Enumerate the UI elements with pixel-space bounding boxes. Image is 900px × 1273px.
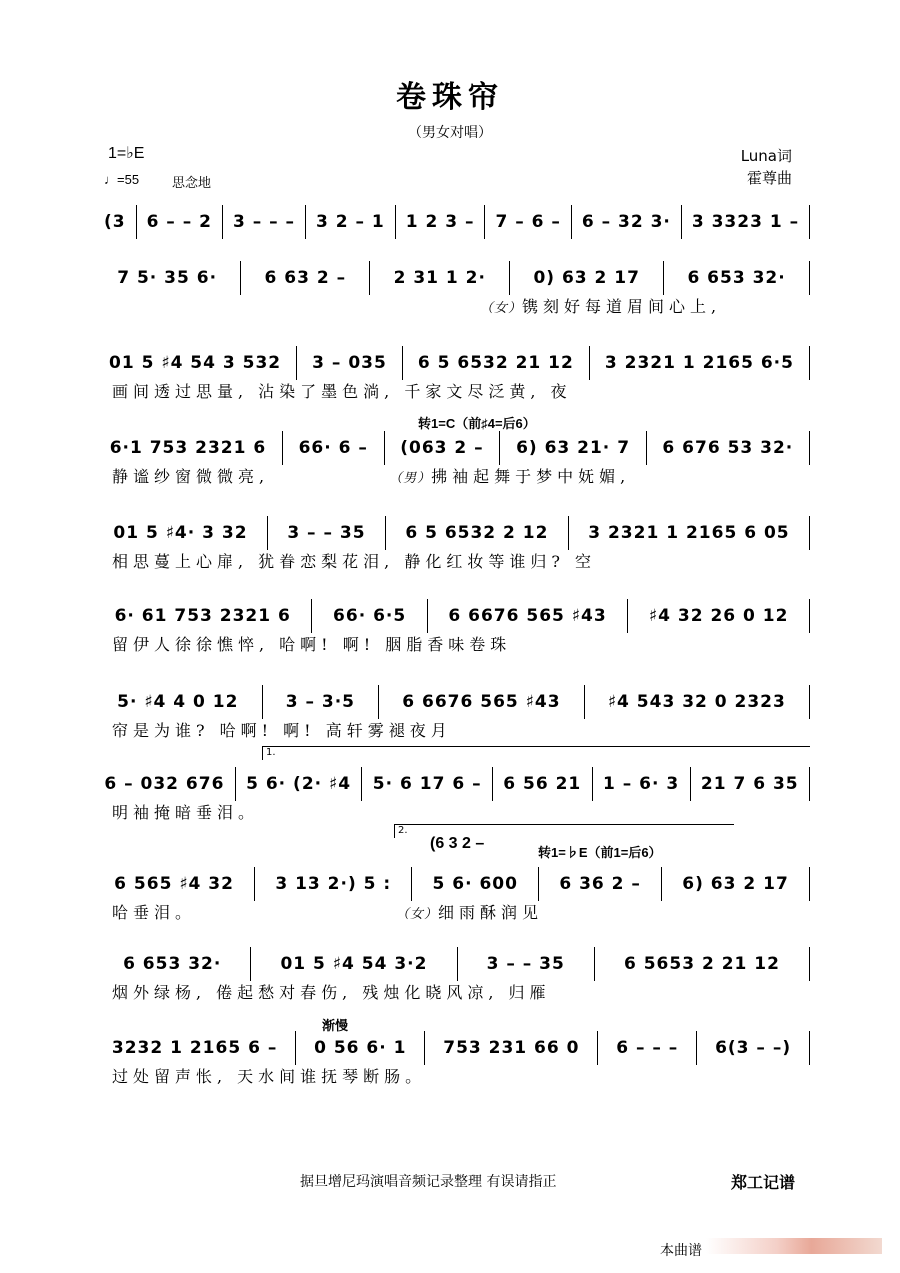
lyric-text: 哈垂泪。 [112, 903, 197, 922]
measure: 1 – 6· 3 [593, 767, 691, 801]
measure: 21 7 6 35 [691, 767, 810, 801]
composer: 霍尊曲 [746, 169, 792, 187]
note-row [94, 598, 810, 633]
singer-role: （女） [396, 907, 439, 922]
volta-1-label: 1. [266, 747, 276, 758]
alternate-phrase: (6 3 2 – [430, 835, 485, 852]
measure: ♯4 32 26 0 12 [628, 599, 810, 633]
measure: 6 36 2 – [539, 867, 662, 901]
measure: 3 2321 1 2165 6 05 [569, 516, 810, 550]
lyrics-row [94, 633, 810, 657]
watermark-band [706, 1238, 882, 1254]
note-row [94, 204, 810, 239]
measure: 1 2 3 – [396, 205, 486, 239]
measure: 5 6· (2· ♯4 [236, 767, 363, 801]
measure: 6 – – – [598, 1031, 697, 1065]
measure: ♯4 543 32 0 2323 [585, 685, 810, 719]
singer-role: （男） [389, 471, 432, 486]
lyric-text: 留伊人徐徐憔悴, 哈啊! 啊! 胭脂香味卷珠 [112, 635, 512, 654]
measure: 3 – – 35 [268, 516, 386, 550]
transcriber: 郑工记谱 [731, 1173, 796, 1192]
measure: 3 2 – 1 [306, 205, 396, 239]
measure: 01 5 ♯4· 3 32 [94, 516, 268, 550]
measure: 0) 63 2 17 [510, 261, 664, 295]
measure: 6 5 6532 2 12 [386, 516, 569, 550]
measure: 3 2321 1 2165 6·5 [590, 346, 810, 380]
measure: 3 13 2·) 5 : [255, 867, 412, 901]
lyrics-row [94, 901, 810, 925]
note-row [94, 684, 810, 719]
measure: 7 5· 35 6· [94, 261, 241, 295]
measure: 7 – 6 – [485, 205, 571, 239]
lyrics-row [94, 801, 810, 825]
lyrics-row [94, 295, 810, 319]
note-row [94, 515, 810, 550]
score-line [94, 946, 810, 1005]
lyric-text: 相思蔓上心扉, 犹眷恋梨花泪, 静化红妆等谁归? 空 [112, 552, 597, 571]
score-line [94, 260, 810, 319]
footer-note: 据旦增尼玛演唱音频记录整理 有误请指正 [300, 1174, 557, 1190]
subtitle: （男女对唱） [408, 125, 492, 141]
key-signature: 1=♭E [108, 145, 145, 162]
measure: 6 5653 2 21 12 [595, 947, 810, 981]
measure: 6· 61 753 2321 6 [94, 599, 312, 633]
expression-marking: 思念地 [172, 176, 212, 191]
lyric-text: 烟外绿杨, 倦起愁对春伤, 残烛化晓风凉, 归雁 [112, 983, 551, 1002]
measure: 3 – 035 [297, 346, 403, 380]
note-row [94, 1030, 810, 1065]
measure: 0 56 6· 1 [296, 1031, 425, 1065]
measure: 753 231 66 0 [425, 1031, 598, 1065]
lyrics-row [94, 719, 810, 743]
measure: 6 653 32· [94, 947, 251, 981]
score-line [94, 430, 810, 489]
bottom-fragment: 本曲谱 [660, 1243, 702, 1259]
note-row [94, 345, 810, 380]
measure: 3232 1 2165 6 – [94, 1031, 296, 1065]
tempo-marking: ♩=55 [104, 172, 140, 187]
measure: 2 31 1 2· [370, 261, 510, 295]
measure: 6) 63 2 17 [662, 867, 810, 901]
lyrics-row [94, 465, 810, 489]
measure: 66· 6 – [283, 431, 385, 465]
score-line [94, 866, 810, 925]
score-line [94, 1030, 810, 1089]
note-row [94, 260, 810, 295]
score-line [94, 345, 810, 404]
score-line [94, 598, 810, 657]
measure: 6 – 032 676 [94, 767, 236, 801]
lyric-text: 帘是为谁? 哈啊! 啊! 高轩雾褪夜月 [112, 721, 452, 740]
ritardando-marking: 渐慢 [322, 1018, 349, 1033]
modulation-annotation-2: 转1=♭E（前1=后6） [538, 845, 662, 860]
measure: (3 [94, 205, 137, 239]
score-line [94, 515, 810, 574]
singer-role: （女） [480, 301, 523, 316]
score-line [94, 204, 810, 263]
measure: 5 6· 600 [412, 867, 539, 901]
measure: 6 63 2 – [241, 261, 370, 295]
note-row [94, 430, 810, 465]
modulation-annotation-1: 转1=C（前♯4=后6） [418, 416, 536, 431]
measure: 6 6676 565 ♯43 [428, 599, 628, 633]
measure: 6) 63 21· 7 [500, 431, 646, 465]
score-line [94, 684, 810, 743]
lyric-text: 镌刻好每道眉间心上, [522, 297, 722, 316]
volta-2-label: 2. [398, 825, 408, 836]
lyric-text: 画间透过思量, 沾染了墨色淌, 千家文尽泛黄, 夜 [112, 382, 572, 401]
measure: 6 676 53 32· [647, 431, 810, 465]
measure: 01 5 ♯4 54 3 532 [94, 346, 297, 380]
volta-bracket-1 [262, 746, 810, 760]
lyric-text: 明袖掩暗垂泪。 [112, 803, 260, 822]
lyric-text: 拂袖起舞于梦中妩媚, [431, 467, 631, 486]
lyrics-row [94, 550, 810, 574]
measure: 3 3323 1 – [682, 205, 810, 239]
measure: 6 – – 2 [137, 205, 223, 239]
measure: 6 653 32· [664, 261, 810, 295]
measure: 6 6676 565 ♯43 [379, 685, 585, 719]
measure: 3 – – – [223, 205, 306, 239]
measure: 3 – – 35 [458, 947, 595, 981]
measure: 6 – 32 3· [572, 205, 682, 239]
note-row [94, 766, 810, 801]
lyric-text: 细雨酥润见 [438, 903, 544, 922]
measure: 6(3 – –) [697, 1031, 810, 1065]
note-row [94, 946, 810, 981]
measure: 5· ♯4 4 0 12 [94, 685, 263, 719]
note-row [94, 866, 810, 901]
measure: 3 – 3·5 [263, 685, 380, 719]
measure: 6 5 6532 21 12 [403, 346, 590, 380]
measure: 66· 6·5 [312, 599, 427, 633]
measure: 5· 6 17 6 – [362, 767, 492, 801]
measure: 01 5 ♯4 54 3·2 [251, 947, 457, 981]
lyricist: Luna词 [740, 147, 792, 165]
lyrics-row [94, 981, 810, 1005]
page-title: 卷珠帘 [396, 80, 504, 115]
lyrics-row [94, 380, 810, 404]
score-line [94, 766, 810, 825]
measure: (063 2 – [385, 431, 501, 465]
lyrics-row [94, 1065, 810, 1089]
measure: 6·1 753 2321 6 [94, 431, 283, 465]
lyric-text: 静谧纱窗微微亮, [112, 467, 270, 486]
measure: 6 565 ♯4 32 [94, 867, 255, 901]
measure: 6 56 21 [493, 767, 593, 801]
lyric-text: 过处留声怅, 天水间谁抚琴断肠。 [112, 1067, 427, 1086]
